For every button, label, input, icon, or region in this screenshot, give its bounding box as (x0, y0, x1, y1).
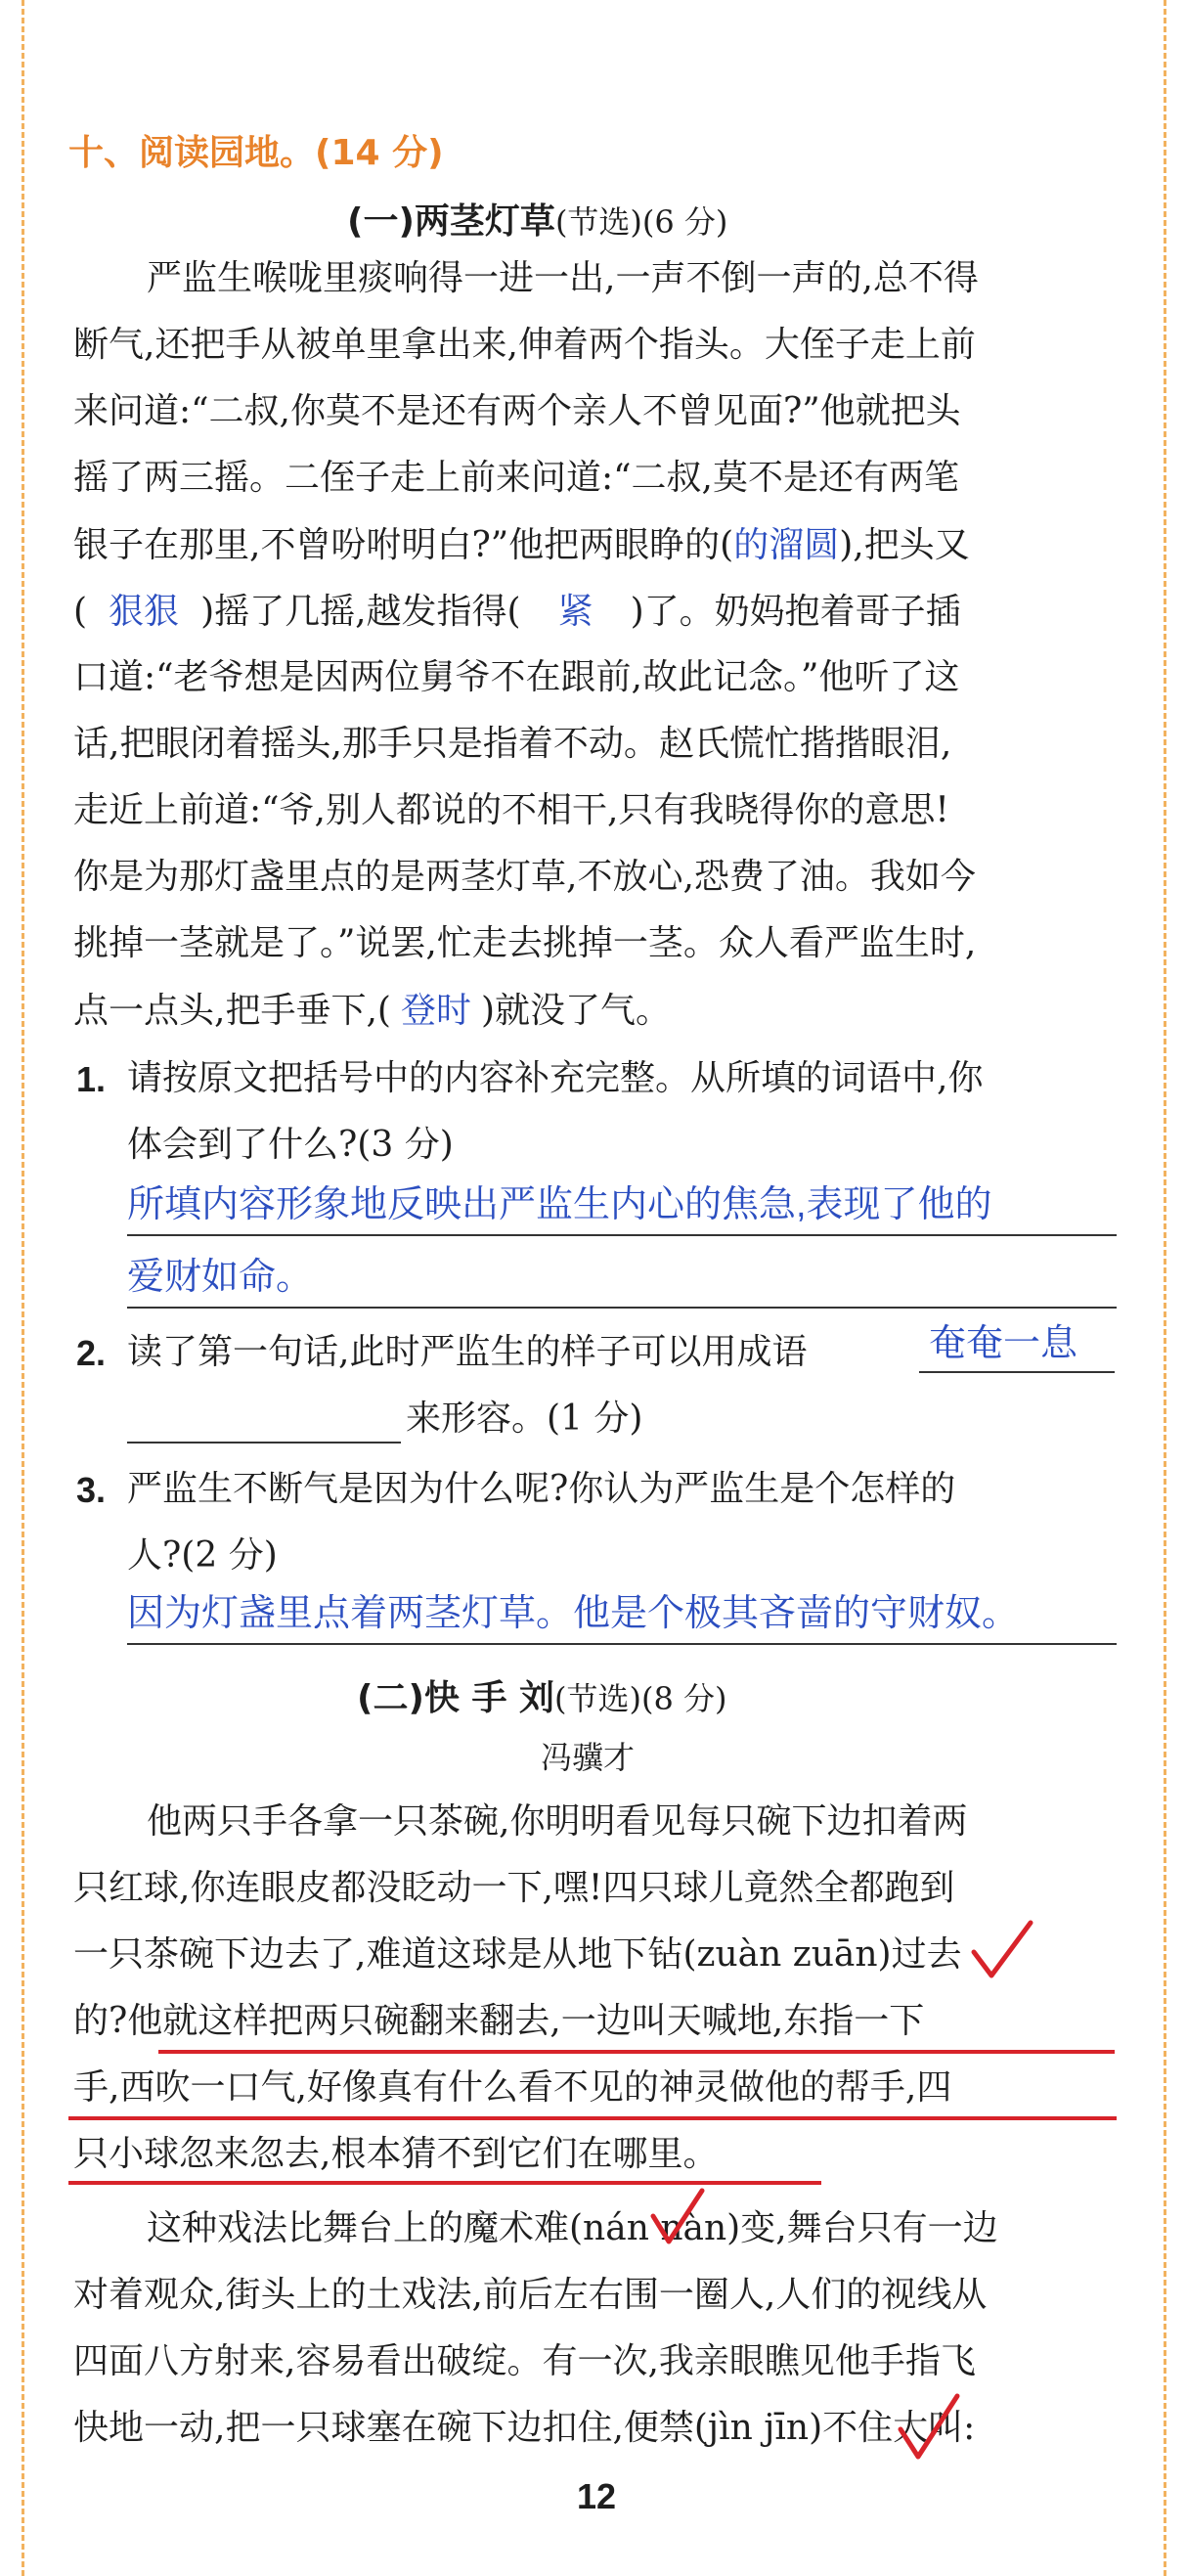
passage1-line: 挑掉一茎就是了。”说罢,忙走去挑掉一茎。众人看严监生时, (73, 923, 977, 963)
page-number: 12 (577, 2476, 617, 2516)
filled-blank-3: 紧 (557, 591, 594, 631)
passage1-line: 来问道:“二叔,你莫不是还有两个亲人不曾见面?”他就把头 (73, 391, 961, 431)
passage2-line: 只小球忽来忽去,根本猜不到它们在哪里。 (73, 2134, 719, 2174)
passage1-line-fill (73, 522, 1120, 568)
passage1-line: 严监生喉咙里痰响得一进一出,一声不倒一声的,总不得 (147, 258, 979, 298)
passage2-line: 的?他就这样把两只碗翻来翻去,一边叫天喊地,东指一下 (73, 2001, 925, 2041)
text-span: ),把头又 (839, 525, 970, 565)
text-span: )就没了气。 (480, 991, 671, 1031)
passage2-line: 他两只手各拿一只茶碗,你明明看见每只碗下边扣着两 (147, 1801, 968, 1842)
text-span: 点一点头,把手垂下,( (73, 991, 391, 1031)
red-underline (158, 2050, 1115, 2054)
red-check-mark-icon (649, 2187, 708, 2255)
question-text: 读了第一句话,此时严监生的样子可以用成语 (127, 1332, 808, 1372)
passage2-title (357, 1670, 726, 1720)
passage1-title-note: (节选)(6 分) (554, 203, 728, 241)
question-text: 严监生不断气是因为什么呢?你认为严监生是个怎样的 (127, 1469, 956, 1509)
passage2-line: 对着观众,街头上的土戏法,前后左右围一圈人,人们的视线从 (73, 2275, 988, 2315)
filled-blank-2: 狠狠 (109, 591, 180, 631)
passage1-line-fill (73, 589, 1120, 635)
answer-rule (127, 1307, 1117, 1309)
passage1-line: 口道:“老爷想是因两位舅爷不在跟前,故此记念。”他听了这 (73, 657, 960, 697)
passage2-line: 手,西吹一口气,好像真有什么看不见的神灵做他的帮手,四 (73, 2067, 952, 2108)
passage2-line: 一只茶碗下边去了,难道这球是从地下钻(zuàn zuān)过去 (73, 1934, 962, 1975)
passage2-title-text: 快 手 刘 (423, 1678, 554, 1718)
passage1-title (347, 194, 727, 244)
question-text: 请按原文把括号中的内容补充完整。从所填的词语中,你 (127, 1058, 984, 1098)
question-text: 来形容。(1 分) (406, 1399, 643, 1439)
passage1-line: 话,把眼闭着摇头,那手只是指着不动。赵氏慌忙揩揩眼泪, (73, 724, 952, 764)
text-span: )了。奶妈抱着哥子插 (630, 592, 961, 632)
text-span: ( (73, 592, 88, 632)
question-text: 体会到了什么?(3 分) (127, 1125, 454, 1165)
red-check-mark-icon (968, 1919, 1036, 1987)
question-number: 1. (76, 1059, 107, 1099)
filled-blank-1: 的溜圆 (733, 524, 840, 564)
answer-text: 爱财如命。 (127, 1257, 314, 1298)
red-underline (68, 2116, 1117, 2120)
passage2-line: 这种戏法比舞台上的魔术难(nán nàn)变,舞台只有一边 (147, 2208, 998, 2248)
answer-text: 所填内容形象地反映出严监生内心的焦急,表现了他的 (127, 1184, 992, 1225)
passage1-title-num: (一) (347, 201, 415, 242)
passage2-line: 快地一动,把一只球塞在碗下边扣住,便禁(jìn jīn)不住大叫: (73, 2408, 976, 2448)
passage2-line: 只红球,你连眼皮都没眨动一下,嘿!四只球儿竟然全都跑到 (73, 1868, 955, 1908)
answer-rule (127, 1234, 1117, 1236)
red-underline (68, 2181, 821, 2185)
left-dashed-border (22, 0, 24, 2576)
passage1-line: 摇了两三摇。二侄子走上前来问道:“二叔,莫不是还有两笔 (73, 458, 959, 498)
passage1-line-fill (73, 988, 1120, 1034)
answer-text: 因为灯盏里点着两茎灯草。他是个极其吝啬的守财奴。 (127, 1593, 1020, 1634)
answer-text: 奄奄一息 (929, 1323, 1078, 1364)
passage2-title-note: (节选)(8 分) (554, 1680, 727, 1717)
text-span: 银子在那里,不曾吩咐明白?”他把两眼睁的( (73, 525, 734, 565)
right-dashed-border (1164, 0, 1166, 2576)
passage1-title-text: 两茎灯草 (414, 201, 555, 242)
text-span: )摇了几摇,越发指得( (200, 592, 521, 632)
passage2-author: 冯骥才 (541, 1739, 636, 1776)
passage2-line: 四面八方射来,容易看出破绽。有一次,我亲眼瞧见他手指飞 (73, 2341, 976, 2381)
red-check-mark-icon (895, 2392, 963, 2470)
filled-blank-4: 登时 (400, 990, 471, 1030)
answer-rule (127, 1643, 1117, 1645)
question-number: 3. (76, 1470, 107, 1510)
passage1-line: 你是为那灯盏里点的是两茎灯草,不放心,恐费了油。我如今 (73, 857, 976, 897)
section-heading: 十、阅读园地。(14 分) (68, 133, 444, 173)
question-text: 人?(2 分) (127, 1535, 278, 1576)
question-number: 2. (76, 1333, 107, 1373)
answer-rule (127, 1442, 401, 1443)
answer-rule (919, 1371, 1115, 1373)
passage1-line: 断气,还把手从被单里拿出来,伸着两个指头。大侄子走上前 (73, 325, 976, 365)
passage1-line: 走近上前道:“爷,别人都说的不相干,只有我晓得你的意思! (73, 790, 949, 830)
passage2-title-num: (二) (357, 1678, 424, 1718)
